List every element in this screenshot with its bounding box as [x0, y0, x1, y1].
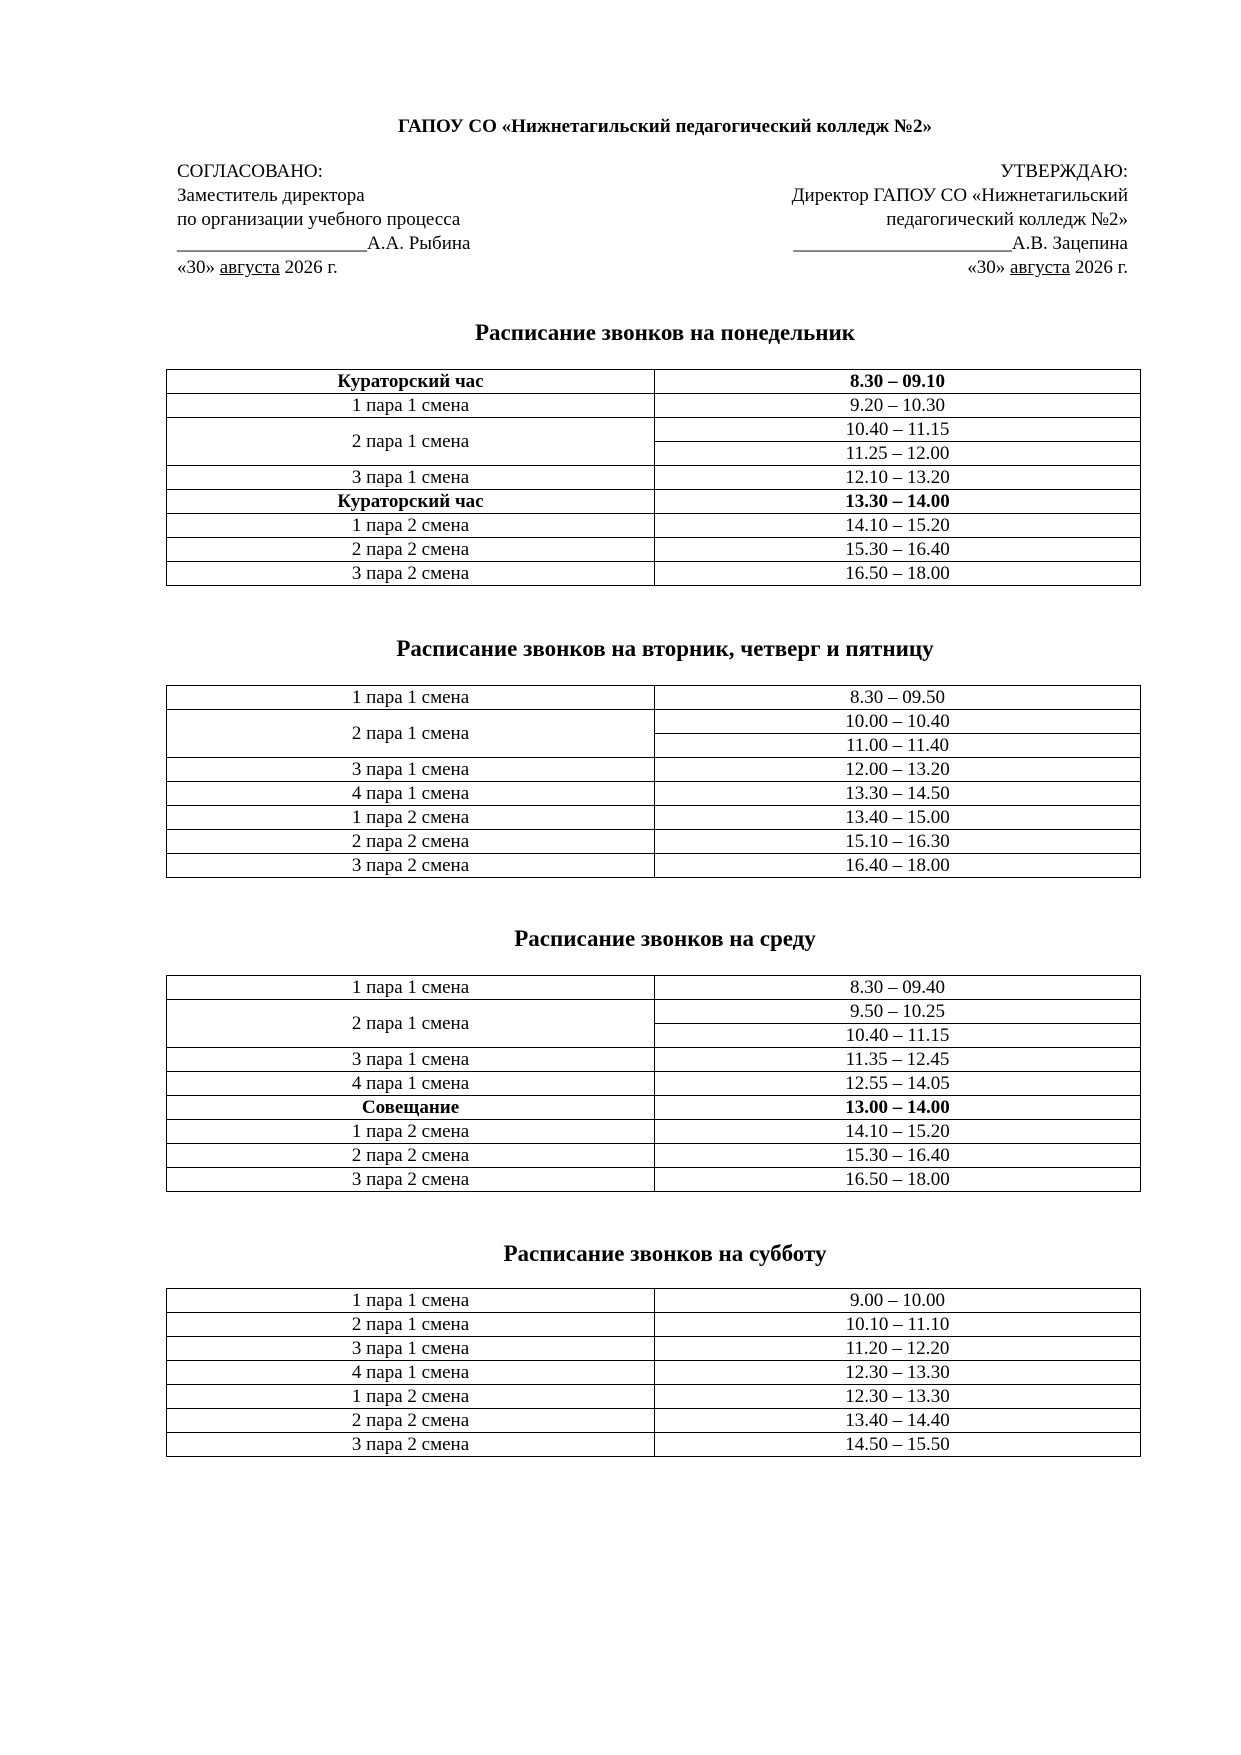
row-label: 4 пара 1 смена — [167, 1072, 655, 1096]
row-time: 13.30 – 14.00 — [655, 490, 1141, 514]
row-time: 9.20 – 10.30 — [655, 394, 1141, 418]
agreed-date — [177, 256, 470, 280]
table-row — [167, 782, 1141, 806]
table-row — [167, 710, 1141, 734]
row-time: 10.40 – 11.15 — [655, 1024, 1141, 1048]
approved-position-line2: педагогический колледж №2» — [886, 209, 1128, 230]
row-label: 1 пара 2 смена — [167, 806, 655, 830]
row-time: 11.20 – 12.20 — [655, 1337, 1141, 1361]
row-label: 3 пара 2 смена — [167, 562, 655, 586]
row-time: 8.30 – 09.50 — [655, 686, 1141, 710]
row-time: 13.00 – 14.00 — [655, 1096, 1141, 1120]
approved-block — [792, 160, 1128, 280]
row-time: 14.10 – 15.20 — [655, 514, 1141, 538]
table-row — [167, 1120, 1141, 1144]
row-label: 2 пара 1 смена — [167, 418, 655, 466]
row-label: 2 пара 1 смена — [167, 1000, 655, 1048]
row-time: 13.40 – 15.00 — [655, 806, 1141, 830]
table-row — [167, 394, 1141, 418]
approved-position-line1: Директор ГАПОУ СО «Нижнетагильский — [791, 185, 1128, 206]
table-row — [167, 686, 1141, 710]
organization-title: ГАПОУ СО «Нижнетагильский педагогический колледж №2» — [397, 116, 932, 137]
table-row — [167, 1144, 1141, 1168]
row-time: 12.10 – 13.20 — [655, 466, 1141, 490]
date-day: «30» — [967, 257, 1006, 278]
date-month: августа — [1009, 257, 1071, 278]
row-time: 10.00 – 10.40 — [655, 710, 1141, 734]
row-time: 12.00 – 13.20 — [655, 758, 1141, 782]
schedule-title-tue-thu-fri: Расписание звонков на вторник, четверг и пятницу — [396, 636, 934, 661]
table-row — [167, 490, 1141, 514]
table-row — [167, 562, 1141, 586]
row-label: 3 пара 2 смена — [167, 854, 655, 878]
table-row — [167, 1096, 1141, 1120]
row-label: 2 пара 2 смена — [167, 538, 655, 562]
agreed-position-line1: Заместитель директора — [177, 185, 365, 206]
table-row — [167, 418, 1141, 442]
schedule-title-monday: Расписание звонков на понедельник — [474, 320, 856, 345]
row-label: Совещание — [167, 1096, 655, 1120]
row-label: 1 пара 2 смена — [167, 1385, 655, 1409]
row-time: 13.40 – 14.40 — [655, 1409, 1141, 1433]
table-row — [167, 830, 1141, 854]
row-time: 13.30 – 14.50 — [655, 782, 1141, 806]
row-time: 14.10 – 15.20 — [655, 1120, 1141, 1144]
table-row — [167, 466, 1141, 490]
row-time: 11.25 – 12.00 — [655, 442, 1141, 466]
row-label: Кураторский час — [167, 370, 655, 394]
table-row — [167, 1072, 1141, 1096]
row-label: 3 пара 1 смена — [167, 1337, 655, 1361]
row-time: 9.00 – 10.00 — [655, 1289, 1141, 1313]
table-row — [167, 854, 1141, 878]
agreed-position-line2: по организации учебного процесса — [177, 209, 461, 230]
approved-signature: _______________________А.В. Зацепина — [793, 233, 1128, 254]
row-time: 10.40 – 11.15 — [655, 418, 1141, 442]
row-label: 3 пара 2 смена — [167, 1433, 655, 1457]
row-time: 16.50 – 18.00 — [655, 562, 1141, 586]
approved-heading: УТВЕРЖДАЮ: — [1000, 161, 1128, 182]
schedule-table-tue-thu-fri — [166, 685, 1141, 878]
table-row — [167, 1361, 1141, 1385]
table-row — [167, 1289, 1141, 1313]
schedule-table-saturday — [166, 1288, 1141, 1457]
table-row — [167, 1433, 1141, 1457]
table-row — [167, 370, 1141, 394]
row-label: 1 пара 2 смена — [167, 514, 655, 538]
table-row — [167, 1385, 1141, 1409]
table-row — [167, 1168, 1141, 1192]
row-time: 11.35 – 12.45 — [655, 1048, 1141, 1072]
row-time: 10.10 – 11.10 — [655, 1313, 1141, 1337]
row-time: 11.00 – 11.40 — [655, 734, 1141, 758]
row-label: 3 пара 1 смена — [167, 758, 655, 782]
row-label: 1 пара 1 смена — [167, 1289, 655, 1313]
date-month: августа — [219, 257, 280, 278]
schedule-title-wednesday: Расписание звонков на среду — [514, 926, 816, 951]
row-time: 9.50 – 10.25 — [655, 1000, 1141, 1024]
row-time: 14.50 – 15.50 — [655, 1433, 1141, 1457]
row-label: 4 пара 1 смена — [167, 782, 655, 806]
row-label: 3 пара 1 смена — [167, 466, 655, 490]
row-label: 2 пара 2 смена — [167, 1144, 655, 1168]
date-year: 2026 г. — [284, 257, 338, 278]
table-row — [167, 758, 1141, 782]
row-label: 4 пара 1 смена — [167, 1361, 655, 1385]
row-label: Кураторский час — [167, 490, 655, 514]
row-time: 16.40 – 18.00 — [655, 854, 1141, 878]
date-day: «30» — [177, 257, 215, 278]
row-label: 1 пара 1 смена — [167, 394, 655, 418]
table-row — [167, 1313, 1141, 1337]
agreed-heading: СОГЛАСОВАНО: — [177, 161, 323, 182]
table-row — [167, 976, 1141, 1000]
row-time: 12.30 – 13.30 — [655, 1361, 1141, 1385]
agreed-block — [177, 160, 470, 280]
row-time: 8.30 – 09.10 — [655, 370, 1141, 394]
table-row — [167, 1000, 1141, 1024]
agreed-signature: ____________________А.А. Рыбина — [177, 233, 471, 254]
table-row — [167, 538, 1141, 562]
row-label: 2 пара 2 смена — [167, 1409, 655, 1433]
row-time: 8.30 – 09.40 — [655, 976, 1141, 1000]
row-label: 2 пара 1 смена — [167, 1313, 655, 1337]
row-time: 16.50 – 18.00 — [655, 1168, 1141, 1192]
table-row — [167, 806, 1141, 830]
table-row — [167, 1048, 1141, 1072]
row-time: 12.30 – 13.30 — [655, 1385, 1141, 1409]
schedule-table-monday — [166, 369, 1141, 586]
row-label: 3 пара 2 смена — [167, 1168, 655, 1192]
row-label: 1 пара 2 смена — [167, 1120, 655, 1144]
row-label: 1 пара 1 смена — [167, 686, 655, 710]
row-time: 12.55 – 14.05 — [655, 1072, 1141, 1096]
row-label: 1 пара 1 смена — [167, 976, 655, 1000]
row-time: 15.30 – 16.40 — [655, 538, 1141, 562]
table-row — [167, 514, 1141, 538]
row-label: 2 пара 2 смена — [167, 830, 655, 854]
row-time: 15.10 – 16.30 — [655, 830, 1141, 854]
row-time: 15.30 – 16.40 — [655, 1144, 1141, 1168]
date-year: 2026 г. — [1074, 257, 1128, 278]
row-label: 3 пара 1 смена — [167, 1048, 655, 1072]
approved-date — [792, 256, 1128, 280]
row-label: 2 пара 1 смена — [167, 710, 655, 758]
table-row — [167, 1337, 1141, 1361]
schedule-title-saturday: Расписание звонков на субботу — [503, 1241, 827, 1266]
schedule-table-wednesday — [166, 975, 1141, 1192]
table-row — [167, 1409, 1141, 1433]
